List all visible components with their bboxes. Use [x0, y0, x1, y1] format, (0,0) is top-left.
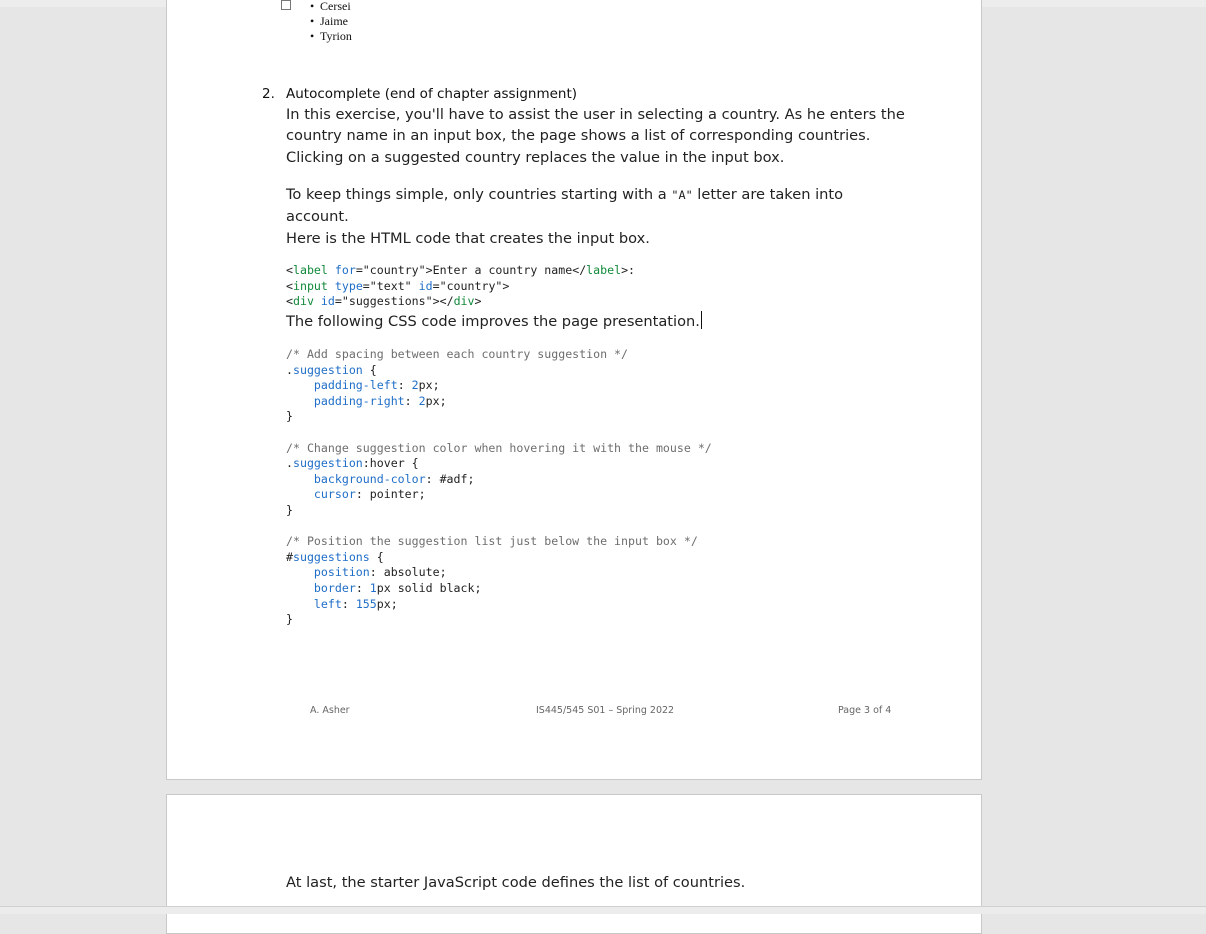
- code-token: <: [286, 278, 293, 293]
- paragraph-line: Clicking on a suggested country replaces the value in the input box.: [286, 148, 785, 166]
- list-item: • Jaime: [310, 14, 348, 28]
- paragraph-text: To keep things simple, only countries starting with a: [286, 186, 672, 203]
- code-token: suggestion: [292, 456, 363, 471]
- code-token: : absolute;: [369, 565, 447, 580]
- code-line: [286, 378, 712, 394]
- bullet-list: [310, 0, 352, 44]
- code-token: ="country">Enter a country name</: [355, 263, 587, 277]
- code-line: [286, 263, 635, 279]
- code-line: [286, 565, 712, 581]
- code-token: div: [292, 294, 314, 309]
- code-token: label: [586, 263, 622, 277]
- code-line: [286, 503, 712, 519]
- paragraph-line: country name in an input box, the page shows a list of corresponding countries.: [286, 127, 871, 145]
- code-token: px;: [418, 378, 440, 393]
- code-token: <: [286, 294, 293, 309]
- code-token: 2: [411, 378, 419, 393]
- list-item: • Tyrion: [310, 29, 352, 43]
- code-token: id: [418, 278, 433, 293]
- code-token: [286, 472, 314, 486]
- code-token: 2: [418, 393, 426, 408]
- code-token: : #adf;: [425, 471, 475, 486]
- code-token: /* Position the suggestion list just below the input box */: [286, 534, 698, 549]
- code-token: id: [320, 294, 335, 309]
- code-token: [286, 394, 314, 408]
- code-token: label: [292, 263, 328, 277]
- html-code-block[interactable]: [286, 263, 635, 310]
- code-line: [286, 425, 712, 441]
- code-token: ="suggestions"></: [334, 294, 454, 309]
- code-token: /* Change suggestion color when hovering it with the mouse */: [286, 440, 712, 455]
- code-line: [286, 534, 712, 550]
- code-line: [286, 347, 712, 363]
- code-token: <: [286, 263, 293, 277]
- code-token: >:: [621, 263, 636, 277]
- code-token: ="country">: [432, 278, 510, 293]
- list-item: • Cersei: [310, 0, 351, 13]
- paragraph-line: In this exercise, you'll have to assist the user in selecting a country. As he enters the: [286, 106, 905, 123]
- code-token: [286, 565, 314, 579]
- code-token: border: [313, 580, 356, 595]
- code-token: #: [286, 549, 293, 564]
- paragraph-line: Here is the HTML code that creates the input box.: [286, 229, 650, 247]
- code-line: [286, 550, 712, 566]
- paragraph-line: account.: [286, 208, 349, 226]
- code-line: [286, 456, 712, 472]
- code-token: 1: [369, 580, 377, 595]
- code-token: 155: [355, 596, 377, 611]
- code-token: [286, 597, 314, 611]
- code-token: left: [313, 596, 342, 611]
- code-line: [286, 363, 712, 379]
- code-token: [286, 487, 314, 501]
- code-token: [286, 378, 314, 392]
- code-token: : pointer;: [355, 487, 426, 502]
- code-token: }: [286, 409, 293, 424]
- code-token: [286, 581, 314, 595]
- css-intro-paragraph[interactable]: [286, 311, 702, 332]
- code-token: :hover {: [362, 456, 419, 471]
- code-token: px;: [376, 596, 398, 611]
- code-token: padding-right: [313, 393, 405, 408]
- code-token: input: [292, 278, 328, 293]
- code-token: position: [313, 565, 370, 580]
- paragraph-text: letter are taken into: [692, 186, 844, 203]
- code-line: [286, 519, 712, 535]
- code-token: suggestions: [292, 549, 370, 564]
- paragraph-text: The following CSS code improves the page presentation.: [286, 313, 700, 330]
- code-token: div: [453, 294, 475, 309]
- code-token: :: [397, 378, 412, 393]
- code-token: /* Add spacing between each country suggestion */: [286, 347, 629, 361]
- code-line: [286, 487, 712, 503]
- code-line: [286, 581, 712, 597]
- code-line: [286, 409, 712, 425]
- code-token: .: [286, 456, 293, 471]
- code-token: [328, 263, 335, 277]
- code-token: ="text": [362, 278, 419, 293]
- code-line: [286, 279, 635, 295]
- code-line: [286, 294, 635, 310]
- code-token: padding-left: [313, 378, 398, 393]
- table-move-handle-icon[interactable]: [281, 0, 291, 10]
- code-token: for: [334, 263, 356, 277]
- code-token: {: [362, 362, 377, 377]
- footer-page-number: Page 3 of 4: [838, 705, 892, 716]
- assignment-heading: Autocomplete (end of chapter assignment): [286, 86, 578, 102]
- code-token: }: [286, 612, 293, 627]
- code-line: [286, 612, 712, 628]
- code-token: cursor: [313, 487, 356, 502]
- code-token: :: [341, 596, 356, 611]
- code-token: px solid black;: [376, 580, 482, 595]
- code-token: {: [369, 549, 384, 564]
- code-token: [314, 294, 321, 308]
- code-token: suggestion: [292, 362, 363, 377]
- css-code-block[interactable]: [286, 347, 712, 628]
- code-line: [286, 597, 712, 613]
- page4-paragraph[interactable]: At last, the starter JavaScript code defines the list of countries.: [286, 874, 746, 891]
- code-token: }: [286, 502, 293, 517]
- code-token: .: [286, 362, 293, 377]
- code-line: [286, 394, 712, 410]
- code-line: [286, 441, 712, 457]
- code-token: type: [334, 278, 363, 293]
- code-token: :: [404, 393, 419, 408]
- inline-code: "A": [671, 188, 693, 202]
- code-token: :: [355, 580, 370, 595]
- second-paragraph[interactable]: [286, 184, 843, 249]
- intro-paragraph[interactable]: [286, 104, 905, 168]
- footer-course: IS445/545 S01 – Spring 2022: [536, 705, 675, 716]
- document-page-3[interactable]: [166, 0, 982, 780]
- code-token: background-color: [313, 471, 426, 486]
- code-line: [286, 472, 712, 488]
- footer-author: A. Asher: [310, 705, 350, 716]
- code-token: >: [474, 294, 482, 309]
- list-number: 2.: [262, 86, 275, 102]
- code-token: px;: [425, 393, 447, 408]
- text-cursor: [701, 311, 702, 329]
- code-token: [328, 279, 335, 293]
